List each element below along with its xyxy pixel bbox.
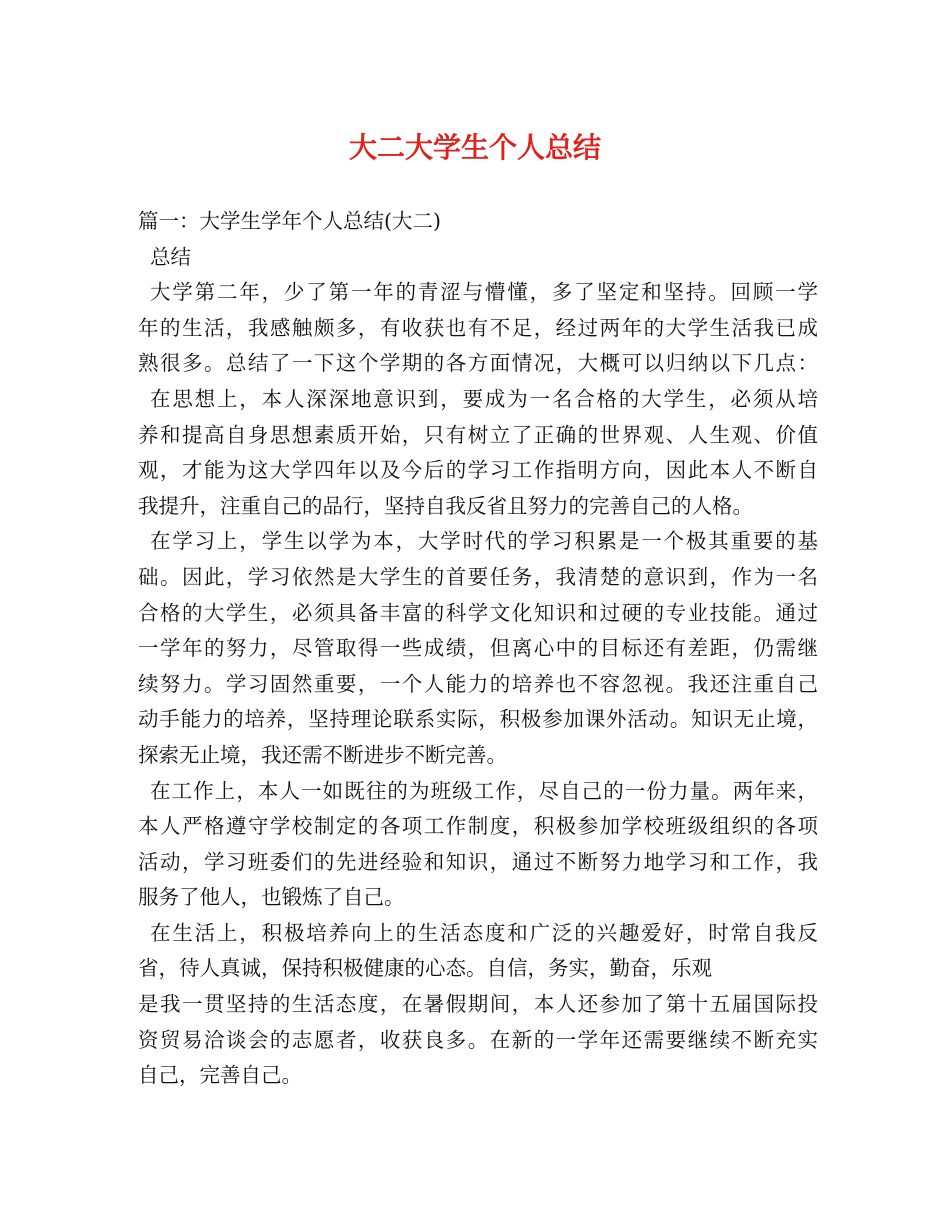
text-line: 大学第二年，少了第一年的青涩与懵懂，多了坚定和坚持。回顾一学: [150, 280, 818, 305]
text-line: 活动，学习班委们的先进经验和知识，通过不断努力地学习和工作，我: [138, 849, 818, 874]
text-line: 年的生活，我感触颇多，有收获也有不足，经过两年的大学生活我已成: [138, 315, 818, 340]
text-line: 总结: [150, 244, 191, 269]
text-line: 观，才能为这大学四年以及今后的学习工作指明方向，因此本人不断自: [138, 458, 818, 483]
text-line: 资贸易洽谈会的志愿者，收获良多。在新的一学年还需要继续不断充实: [138, 1027, 818, 1052]
text-line: 在思想上，本人深深地意识到，要成为一名合格的大学生，必须从培: [150, 386, 818, 411]
text-line: 本人严格遵守学校制定的各项工作制度，积极参加学校班级组织的各项: [138, 814, 818, 839]
text-line: 在工作上，本人一如既往的为班级工作，尽自己的一份力量。两年来，: [150, 778, 818, 803]
text-line: 在生活上，积极培养向上的生活态度和广泛的兴趣爱好，时常自我反: [150, 920, 818, 945]
text-line: 省，待人真诚，保持积极健康的心态。自信，务实，勤奋，乐观: [138, 956, 712, 981]
text-line: 础。因此，学习依然是大学生的首要任务，我清楚的意识到，作为一名: [138, 564, 818, 589]
text-line: 合格的大学生，必须具备丰富的科学文化知识和过硬的专业技能。通过: [138, 600, 818, 625]
text-line: 在学习上，学生以学为本，大学时代的学习积累是一个极其重要的基: [150, 529, 818, 554]
text-line: 养和提高自身思想素质开始，只有树立了正确的世界观、人生观、价值: [138, 422, 818, 447]
text-line: 是我一贯坚持的生活态度，在暑假期间，本人还参加了第十五届国际投: [138, 992, 818, 1017]
text-line: 自己，完善自己。: [138, 1063, 302, 1088]
text-line: 篇一：大学生学年个人总结(大二): [138, 209, 441, 233]
document-body: [138, 204, 818, 1094]
document-title: 大二大学生个人总结: [348, 131, 601, 164]
text-line: 一学年的努力，尽管取得一些成绩，但离心中的目标还有差距，仍需继: [138, 636, 818, 661]
text-line: 续努力。学习固然重要，一个人能力的培养也不容忽视。我还注重自己: [138, 671, 818, 696]
text-line: 我提升，注重自己的品行，坚持自我反省且努力的完善自己的人格。: [138, 493, 753, 518]
text-line: 动手能力的培养，坚持理论联系实际，积极参加课外活动。知识无止境，: [138, 707, 818, 732]
text-line: 探索无止境，我还需不断进步不断完善。: [138, 742, 507, 767]
text-line: 熟很多。总结了一下这个学期的各方面情况，大概可以归纳以下几点：: [138, 351, 818, 376]
text-line: 服务了他人，也锻炼了自己。: [138, 885, 405, 910]
